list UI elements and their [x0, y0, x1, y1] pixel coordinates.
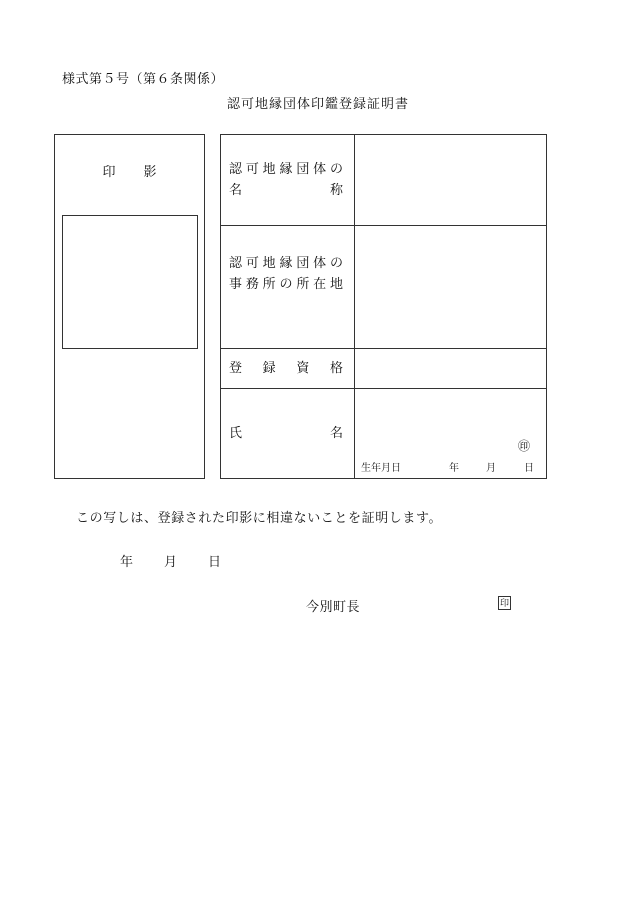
- seal-impression-panel: [54, 134, 205, 479]
- issuer-mayor: 今別町長: [306, 600, 361, 615]
- label-line: 氏名: [229, 426, 343, 441]
- table-row-divider: [221, 225, 546, 226]
- seal-impression-box: [62, 215, 198, 349]
- registration-info-table: [220, 134, 547, 479]
- issue-month-label: 月: [164, 555, 178, 570]
- label-line: 認可地縁団体の: [229, 256, 343, 271]
- birth-month-label: 月: [486, 463, 496, 474]
- label-line: 登録資格: [229, 361, 343, 376]
- label-office-location: [229, 253, 343, 295]
- document-title: 認可地縁団体印鑑登録証明書: [226, 97, 409, 112]
- label-line: 事務所の所在地: [229, 277, 343, 292]
- birth-day-label: 日: [524, 463, 534, 474]
- issue-day-label: 日: [208, 555, 222, 570]
- label-registration-qualification: [229, 358, 343, 379]
- table-column-divider: [354, 135, 355, 478]
- label-name: [229, 423, 343, 444]
- label-organization-name: [229, 159, 343, 201]
- seal-mark-icon: ㊞: [518, 439, 531, 453]
- birth-year-label: 年: [449, 463, 459, 474]
- birth-date-label: 生年月日: [361, 463, 401, 474]
- issue-year-label: 年: [120, 555, 134, 570]
- certification-statement: この写しは、登録された印影に相違ないことを証明します。: [76, 511, 443, 526]
- table-row-divider: [221, 348, 546, 349]
- official-seal-icon: 印: [498, 596, 511, 610]
- label-line: 名称: [229, 183, 343, 198]
- seal-impression-label: 印影: [102, 165, 185, 180]
- label-line: 認可地縁団体の: [229, 162, 343, 177]
- table-row-divider: [221, 388, 546, 389]
- form-number: 様式第５号（第６条関係）: [62, 72, 225, 87]
